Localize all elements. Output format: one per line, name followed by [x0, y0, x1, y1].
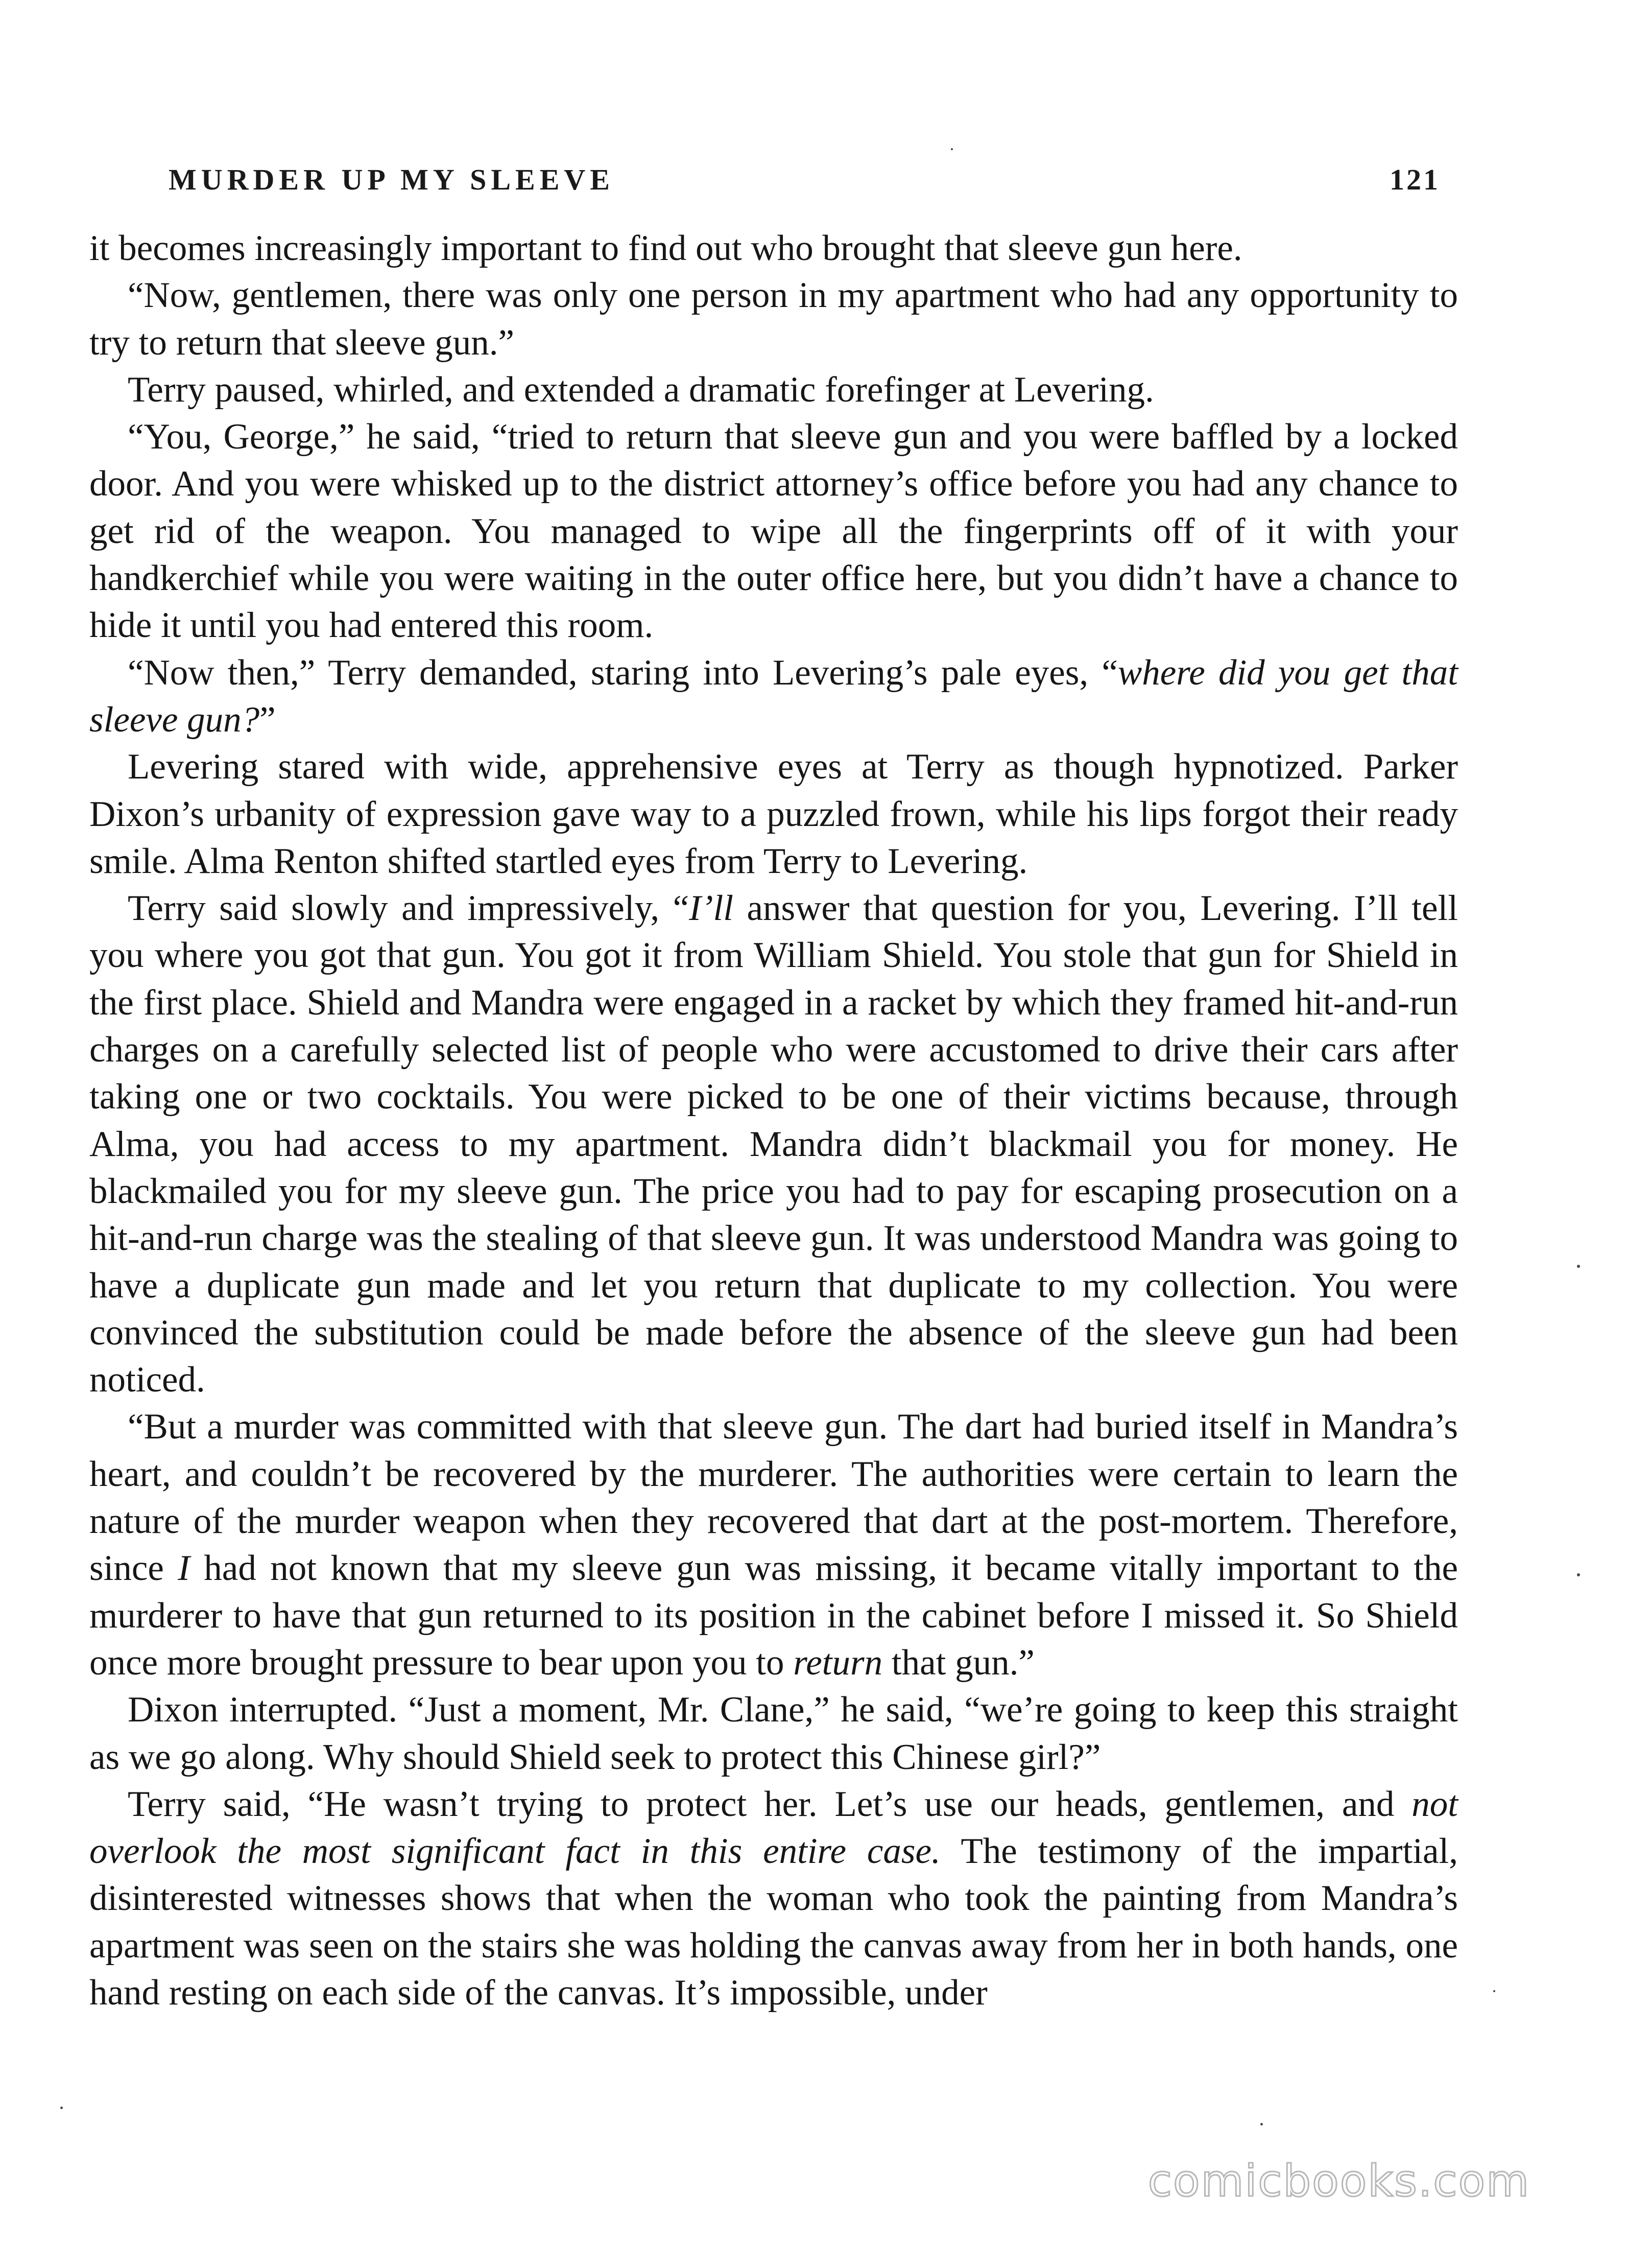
text-run: The testimony of the impartial, disinterested witnesses shows that when the woman who took the painting from Mandra’s apartment was seen on the stairs she was holding the canvas away from her in both hands, one hand resting on each side of the canvas. It’s impossible, under [89, 1831, 1458, 2013]
paragraph [89, 1781, 1458, 2016]
running-head [169, 162, 1440, 208]
paragraph [89, 743, 1458, 885]
paragraph [89, 885, 1458, 1403]
paragraph [89, 413, 1458, 649]
paragraph [89, 366, 1458, 413]
text-run: Dixon interrupted. “Just a moment, Mr. Clane,” he said, “we’re going to keep this straight as we go along. Why should Shield seek to protect this Chinese girl?” [89, 1690, 1458, 1777]
text-run: Levering stared with wide, apprehensive eyes at Terry as though hypnotized. Parker Dixon’s urbanity of expression gave way to a puzzled frown, while his lips forgot their ready smile. Alma Renton shifted startled eyes from Terry to Levering. [89, 747, 1458, 881]
paragraph [89, 272, 1458, 366]
text-run: Terry said, “He wasn’t trying to protect her. Let’s use our heads, gentlemen, and [128, 1784, 1412, 1824]
paragraph [89, 1403, 1458, 1686]
text-run: “But a murder was committed with that sleeve gun. The dart had buried itself in Mandra’s heart, and couldn’t be recovered by the murderer. The authorities were certain to learn the nature of the murder weapon when they recovered that dart at the post-mortem. Therefore, since [89, 1407, 1458, 1589]
scan-speck [60, 2107, 63, 2109]
scan-speck [1577, 1573, 1580, 1576]
paragraph [89, 1686, 1458, 1781]
italic-text: I’ll [689, 888, 733, 929]
text-run: answer that question for you, Levering. I’ll tell you where you got that gun. You got it from William Shield. You stole that gun for Shield in the first place. Shield and Mandra were engaged in a racket by which they framed hit-and-run charges on a carefully selected list of people who were accustomed to drive their cars after taking one or two cocktails. You were picked to be one of their victims because, through Alma, you had access to my apartment. Mandra didn’t blackmail you for money. He blackmailed you for my sleeve gun. The price you had to pay for escaping prosecution on a hit-and-run charge was the stealing of that sleeve gun. It was understood Mandra was going to have a duplicate gun made and let you return that duplicate to my collection. You were convinced the substitution could be made before the absence of the sleeve gun had been noticed. [89, 888, 1458, 1400]
text-run: that gun.” [882, 1642, 1035, 1683]
body-text [89, 225, 1458, 2016]
text-run: Terry said slowly and impressively, “ [128, 888, 689, 929]
text-run: “You, George,” he said, “tried to return that sleeve gun and you were baffled by a locked door. And you were whisked up to the district attorney’s office before you had any chance to get rid of the weapon. You managed to wipe all the fingerprints off of it with your handkerchief while you were waiting in the outer office here, but you didn’t have a chance to hide it until you had entered this room. [89, 417, 1458, 646]
scan-speck [951, 148, 953, 150]
scan-speck [1493, 1990, 1495, 1992]
italic-text: not overlook the most significant fact in this entire case. [89, 1784, 1458, 1872]
text-run: ” [259, 699, 276, 740]
text-run: “Now, gentlemen, there was only one person in my apartment who had any opportunity to try to return that sleeve gun.” [89, 275, 1458, 363]
italic-text: I [178, 1548, 190, 1589]
book-title: MURDER UP MY SLEEVE [169, 163, 614, 196]
watermark: comicbooks.com [1147, 2156, 1530, 2207]
scan-speck [1577, 1265, 1580, 1268]
paragraph [89, 225, 1458, 272]
text-run: it becomes increasingly important to find out who brought that sleeve gun here. [89, 228, 1242, 268]
paragraph [89, 649, 1458, 744]
italic-text: where did you get that sleeve gun? [89, 652, 1458, 740]
text-run: “Now then,” Terry demanded, staring into Levering’s pale eyes, “ [128, 652, 1118, 693]
scan-speck [1260, 2123, 1263, 2125]
italic-text: return [793, 1642, 883, 1683]
text-run: had not known that my sleeve gun was missing, it became vitally important to the murderer to have that gun returned to its position in the cabinet before I missed it. So Shield once more brought pressure to bear upon you to [89, 1548, 1458, 1683]
page-number: 121 [1390, 163, 1440, 196]
text-run: Terry paused, whirled, and extended a dramatic forefinger at Levering. [128, 369, 1154, 410]
